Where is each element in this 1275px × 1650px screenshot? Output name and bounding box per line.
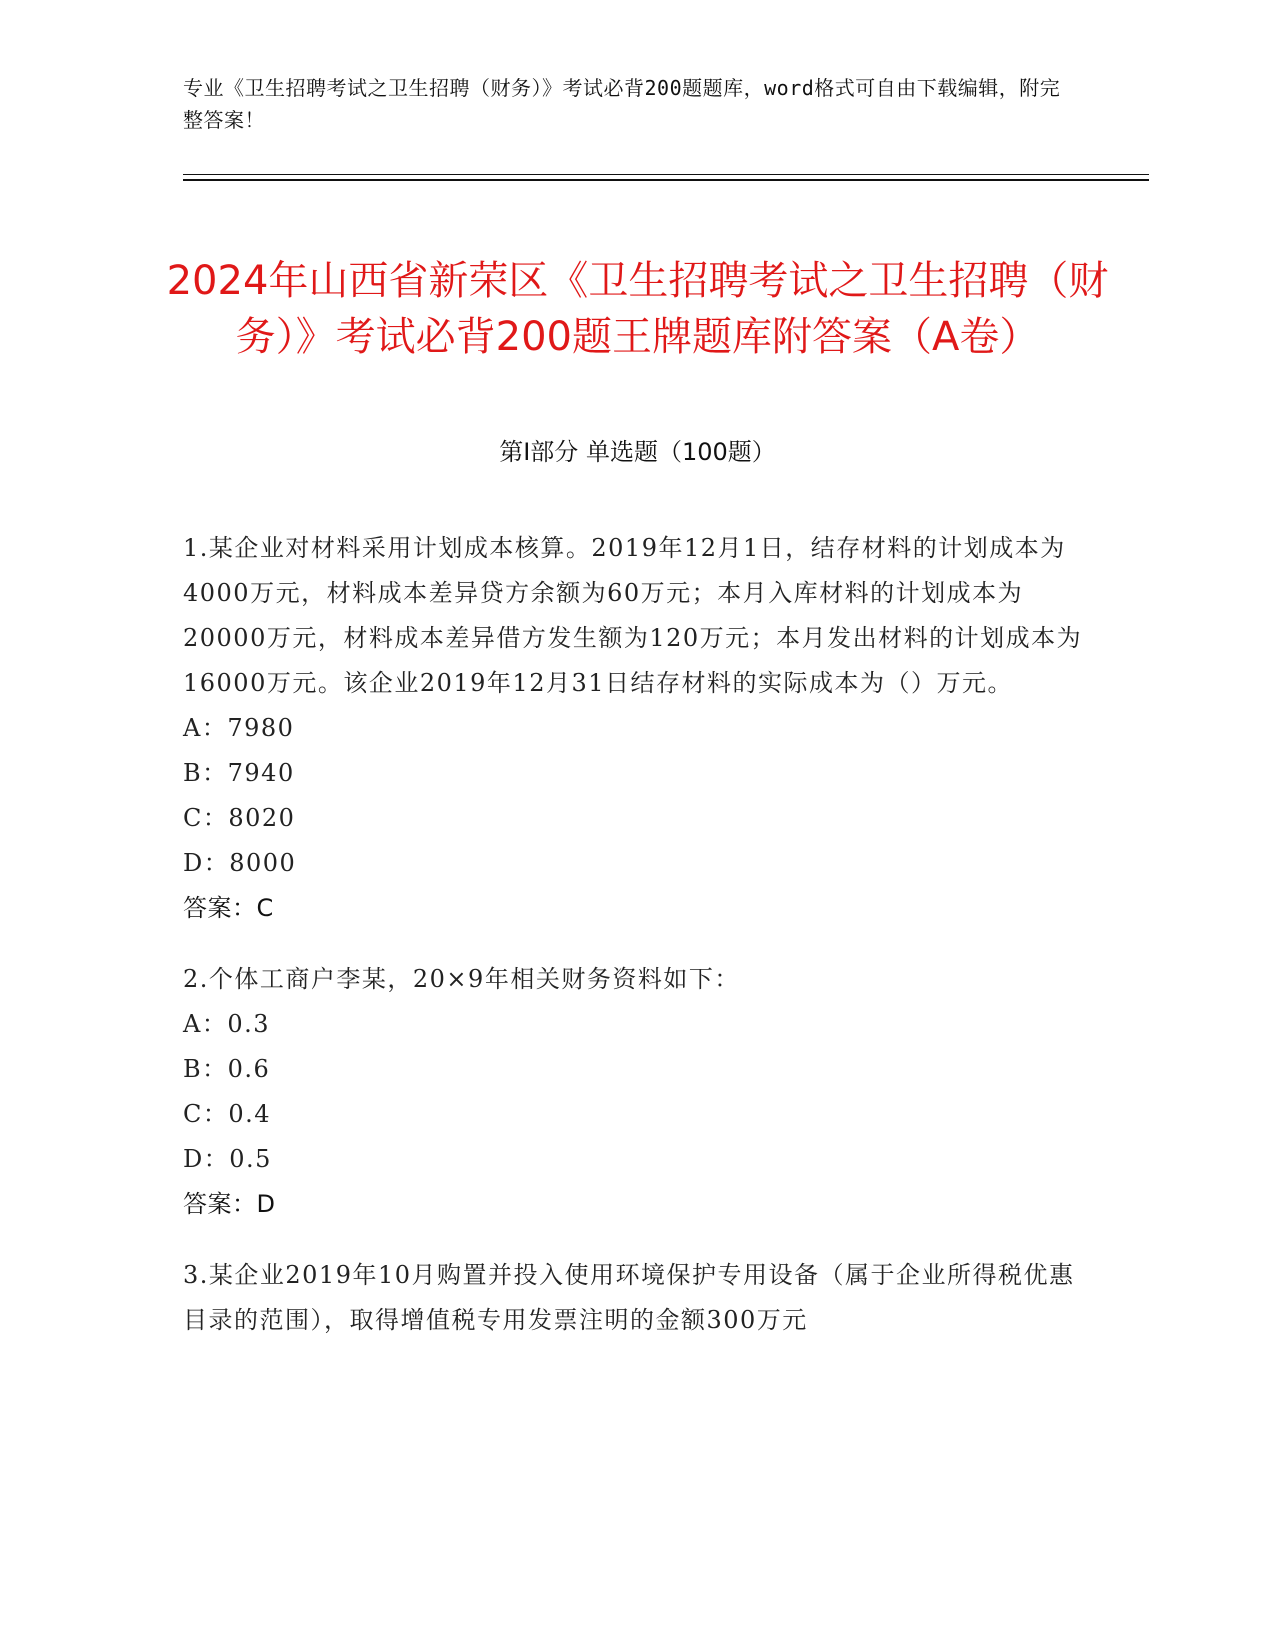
question-1 — [183, 526, 1083, 931]
question-2 — [183, 957, 1083, 1227]
header-rule-thick — [183, 179, 1149, 181]
question-stem: 2.个体工商户李某，20×9年相关财务资料如下： — [183, 965, 740, 993]
header-rule-thin — [183, 174, 1149, 175]
option-d: D：8000 — [183, 849, 297, 877]
section-heading: 第Ⅰ部分 单选题（100题） — [499, 438, 776, 466]
header-note: 专业《卫生招聘考试之卫生招聘（财务）》考试必背200题题库，word格式可自由下载编辑，附完整答案！ — [183, 76, 1061, 132]
option-b: B：7940 — [183, 759, 295, 787]
option-c: C：0.4 — [183, 1100, 272, 1128]
question-3 — [183, 1253, 1083, 1343]
document-title: 2024年山西省新荣区《卫生招聘考试之卫生招聘（财务）》考试必背200题王牌题库附答案（A卷） — [166, 257, 1109, 360]
answer: 答案：D — [183, 1190, 276, 1218]
question-stem: 3.某企业2019年10月购置并投入使用环境保护专用设备（属于企业所得税优惠目录的范围），取得增值税专用发票注明的金额300万元 — [183, 1261, 1075, 1334]
option-a: A：7980 — [183, 714, 295, 742]
question-list — [183, 526, 1083, 1369]
option-c: C：8020 — [183, 804, 296, 832]
answer: 答案：C — [183, 894, 274, 922]
option-b: B：0.6 — [183, 1055, 271, 1083]
question-stem: 1.某企业对材料采用计划成本核算。2019年12月1日，结存材料的计划成本为4000万元，材料成本差异贷方余额为60万元；本月入库材料的计划成本为20000万元，材料成本差异借方发生额为120万元；本月发出材料的计划成本为16000万元。该企业2019年12月31日结存材料的实际成本为（）万元。 — [183, 534, 1083, 697]
option-a: A：0.3 — [183, 1010, 270, 1038]
option-d: D：0.5 — [183, 1145, 272, 1173]
